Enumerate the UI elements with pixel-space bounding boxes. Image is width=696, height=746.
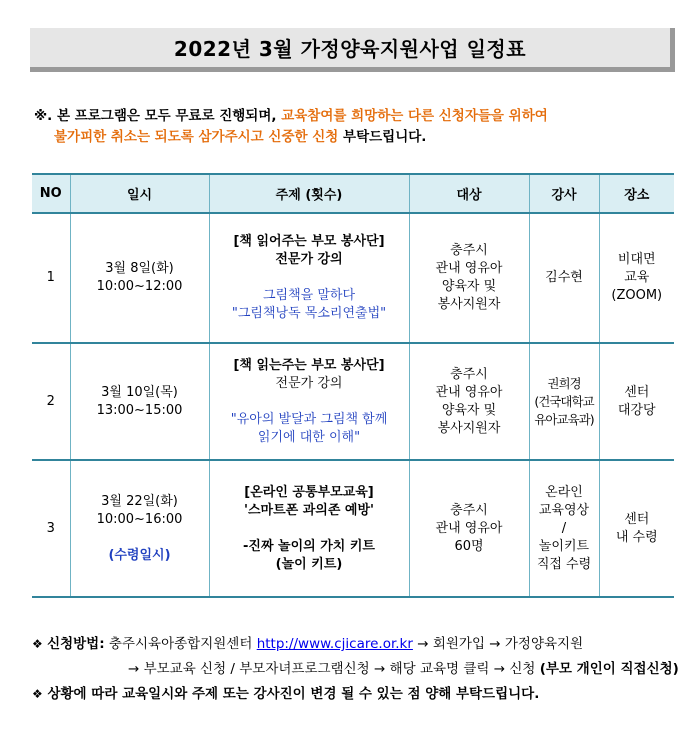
target-line: 양육자 및 — [441, 402, 497, 418]
lecturer-line: 교육영상 — [538, 502, 590, 518]
page-title: 2022년 3월 가정양육지원사업 일정표 — [30, 28, 675, 72]
lecturer-line: (건국대학교 — [534, 393, 594, 409]
topic-item: (놀이 키트) — [275, 556, 343, 572]
row-date: 3월 10일(목) — [101, 384, 178, 400]
row-date: 3월 8일(화) — [105, 261, 174, 276]
header-no: NO — [32, 174, 70, 213]
row-no: 2 — [32, 343, 70, 460]
topic-detail: 그림책을 말하다 — [262, 288, 356, 303]
row-time: 10:00~12:00 — [96, 279, 183, 294]
row-target — [409, 343, 529, 460]
header-topic: 주제 (횟수) — [209, 174, 409, 213]
target-line: 봉사지원자 — [437, 297, 501, 312]
place-line: 센터 — [624, 511, 650, 527]
row-lecturer: 김수현 — [529, 213, 599, 343]
place-line: 교육 — [624, 270, 650, 285]
topic-title: [책 읽어주는 부모 봉사단] — [233, 234, 385, 249]
row-target — [409, 460, 529, 597]
topic-sub: 전문가 강의 — [275, 252, 343, 267]
header-datetime: 일시 — [70, 174, 209, 213]
notice-line-2 — [34, 127, 684, 148]
target-line: 관내 영유아 — [435, 384, 503, 400]
topic-title: [책 읽는주는 부모 봉사단] — [233, 357, 385, 373]
topic-detail: "그림책낭독 목소리연출법" — [231, 306, 387, 321]
row-no: 1 — [32, 213, 70, 343]
topic-detail: 읽기에 대한 이해" — [257, 429, 361, 445]
diamond-bullet-icon: ❖ — [32, 687, 43, 701]
topic-item: -진짜 놀이의 가치 키트 — [243, 538, 375, 554]
target-line: 충주시 — [450, 502, 488, 518]
apply-method-label: 신청방법: — [47, 636, 105, 652]
row-place — [599, 213, 674, 343]
footer-line-1 — [32, 632, 682, 657]
target-line: 양육자 및 — [441, 279, 497, 294]
apply-method-steps-2: → 부모교육 신청 / 부모자녀프로그램신청 → 해당 교육명 클릭 → 신청 — [128, 661, 540, 677]
row-no: 3 — [32, 460, 70, 597]
topic-sub: '스마트폰 과의존 예방' — [243, 502, 375, 518]
topic-detail: "유아의 발달과 그림책 함께 — [230, 411, 388, 427]
change-notice: 상황에 따라 교육일시와 주제 또는 강사진이 변경 될 수 있는 점 양해 부탁드립니다. — [47, 686, 540, 702]
row-target — [409, 213, 529, 343]
schedule-table — [32, 173, 674, 598]
diamond-bullet-icon: ❖ — [32, 637, 43, 651]
row-time: 10:00~16:00 — [96, 511, 183, 527]
row-place — [599, 343, 674, 460]
target-line: 충주시 — [450, 366, 488, 382]
row-note: (수령일시) — [108, 547, 171, 563]
lecturer-line: 온라인 — [545, 484, 583, 500]
notice-text: ※. 본 프로그램은 모두 무료로 진행되며, — [34, 108, 282, 124]
place-line: 센터 — [624, 384, 650, 400]
place-line: 비대면 — [617, 252, 656, 267]
row-place — [599, 460, 674, 597]
center-website-link[interactable]: http://www.cjicare.or.kr — [256, 636, 413, 652]
place-line: (ZOOM) — [611, 288, 663, 303]
topic-sub: 전문가 강의 — [275, 375, 343, 391]
apply-method-note: (부모 개인이 직접신청) — [539, 661, 679, 677]
row-lecturer — [529, 343, 599, 460]
table-row — [32, 460, 674, 597]
lecturer-line: 놀이키트 — [538, 538, 590, 554]
notice-highlight: 교육참여를 희망하는 다른 신청자들을 위하여 — [281, 108, 548, 124]
topic-title: [온라인 공통부모교육] — [244, 484, 374, 500]
header-lecturer: 강사 — [529, 174, 599, 213]
lecturer-line: 직접 수령 — [536, 556, 592, 572]
footer-line-2 — [32, 657, 682, 682]
apply-method-steps: → 회원가입 → 가정양육지원 — [412, 636, 584, 652]
notice — [34, 106, 684, 148]
table-row — [32, 343, 674, 460]
row-lecturer — [529, 460, 599, 597]
notice-highlight-2: 불가피한 취소는 되도록 삼가주시고 신중한 신청 — [54, 129, 339, 145]
target-line: 봉사지원자 — [437, 420, 501, 436]
place-line: 내 수령 — [615, 529, 658, 545]
header-place: 장소 — [599, 174, 674, 213]
lecturer-line: / — [561, 520, 567, 536]
table-header-row — [32, 174, 674, 213]
place-line: 대강당 — [617, 402, 656, 418]
target-line: 관내 영유아 — [435, 261, 503, 276]
row-topic — [209, 460, 409, 597]
row-time: 13:00~15:00 — [96, 402, 183, 418]
footer-line-3 — [32, 682, 682, 707]
lecturer-line: 권희경 — [547, 375, 581, 391]
notice-line-1 — [34, 106, 684, 127]
row-datetime — [70, 213, 209, 343]
table-row — [32, 213, 674, 343]
row-topic — [209, 213, 409, 343]
row-datetime — [70, 343, 209, 460]
header-target: 대상 — [409, 174, 529, 213]
footer — [32, 632, 682, 707]
row-date: 3월 22일(화) — [101, 493, 178, 509]
target-line: 관내 영유아 — [435, 520, 503, 536]
row-topic — [209, 343, 409, 460]
target-line: 충주시 — [450, 243, 488, 258]
notice-text-end: 부탁드립니다. — [338, 129, 427, 145]
row-datetime — [70, 460, 209, 597]
lecturer-line: 유아교육과) — [534, 411, 594, 427]
apply-method-text: 충주시육아종합지원센터 — [104, 636, 257, 652]
target-line: 60명 — [454, 538, 484, 554]
